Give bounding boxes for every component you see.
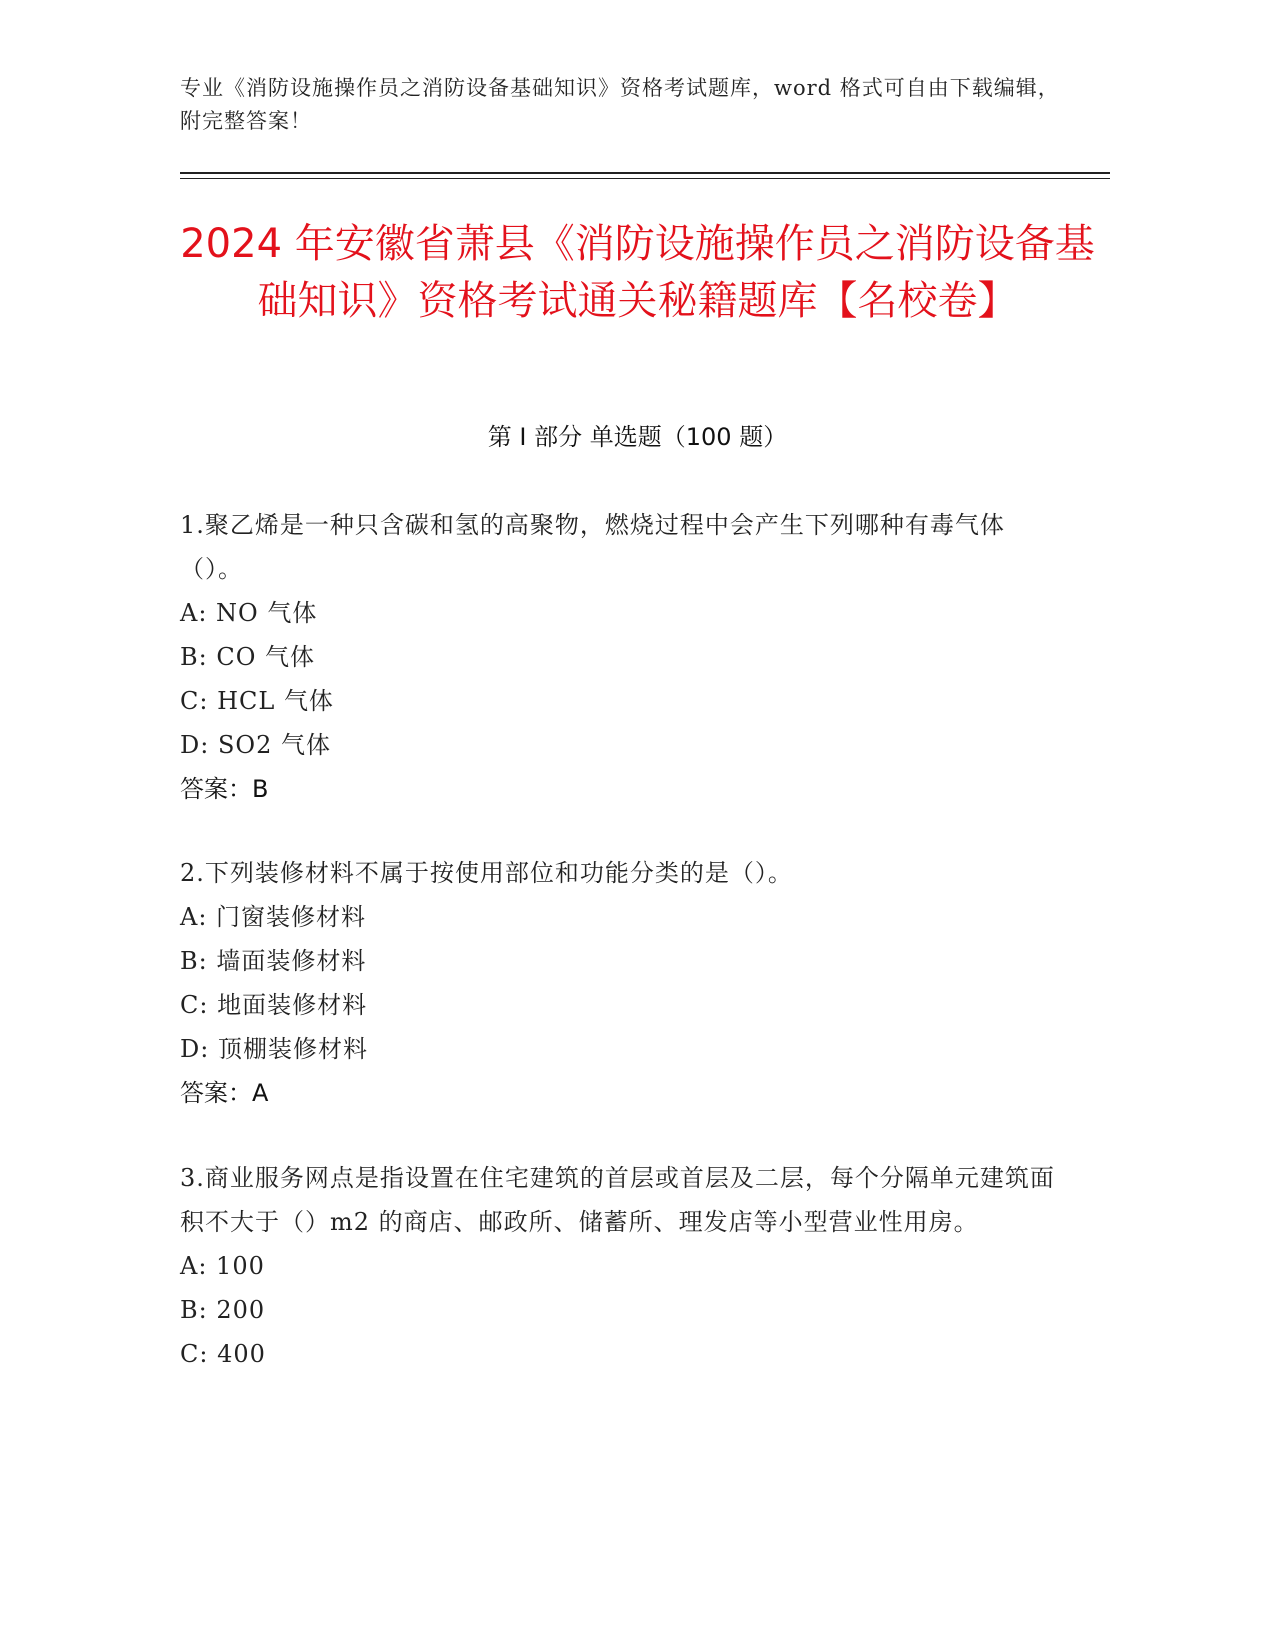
option-c: C: 地面装修材料 bbox=[180, 991, 368, 1019]
question-stem: 2.下列装修材料不属于按使用部位和功能分类的是（）。 bbox=[180, 859, 793, 887]
option-c: C: HCL 气体 bbox=[180, 687, 334, 715]
option-b: B: CO 气体 bbox=[180, 643, 316, 671]
header-divider-thin bbox=[180, 178, 1110, 179]
question-stem: 1.聚乙烯是一种只含碳和氢的高聚物，燃烧过程中会产生下列哪种有毒气体（）。 bbox=[180, 511, 1005, 583]
option-a: A: 100 bbox=[180, 1252, 265, 1280]
header-divider-thick bbox=[180, 172, 1110, 174]
option-a: A: NO 气体 bbox=[180, 599, 318, 627]
option-a: A: 门窗装修材料 bbox=[180, 903, 367, 931]
option-d: D: SO2 气体 bbox=[180, 731, 331, 759]
answer: 答案：A bbox=[180, 1079, 269, 1107]
question-2 bbox=[180, 851, 1060, 1115]
document-title: 2024 年安徽省萧县《消防设施操作员之消防设备基础知识》资格考试通关秘籍题库【名校卷】 bbox=[180, 221, 1095, 324]
option-c: C: 400 bbox=[180, 1340, 266, 1368]
option-b: B: 墙面装修材料 bbox=[180, 947, 367, 975]
question-3 bbox=[180, 1156, 1060, 1376]
option-d: D: 顶棚装修材料 bbox=[180, 1035, 368, 1063]
header-note: 专业《消防设施操作员之消防设备基础知识》资格考试题库，word 格式可自由下载编辑，附完整答案！ bbox=[180, 76, 1060, 133]
option-b: B: 200 bbox=[180, 1296, 266, 1324]
question-1 bbox=[180, 503, 1060, 811]
question-stem: 3.商业服务网点是指设置在住宅建筑的首层或首层及二层，每个分隔单元建筑面积不大于（）m2 的商店、邮政所、储蓄所、理发店等小型营业性用房。 bbox=[180, 1164, 1055, 1236]
answer: 答案：B bbox=[180, 775, 269, 803]
section-heading: 第 I 部分 单选题（100 题） bbox=[487, 423, 788, 451]
